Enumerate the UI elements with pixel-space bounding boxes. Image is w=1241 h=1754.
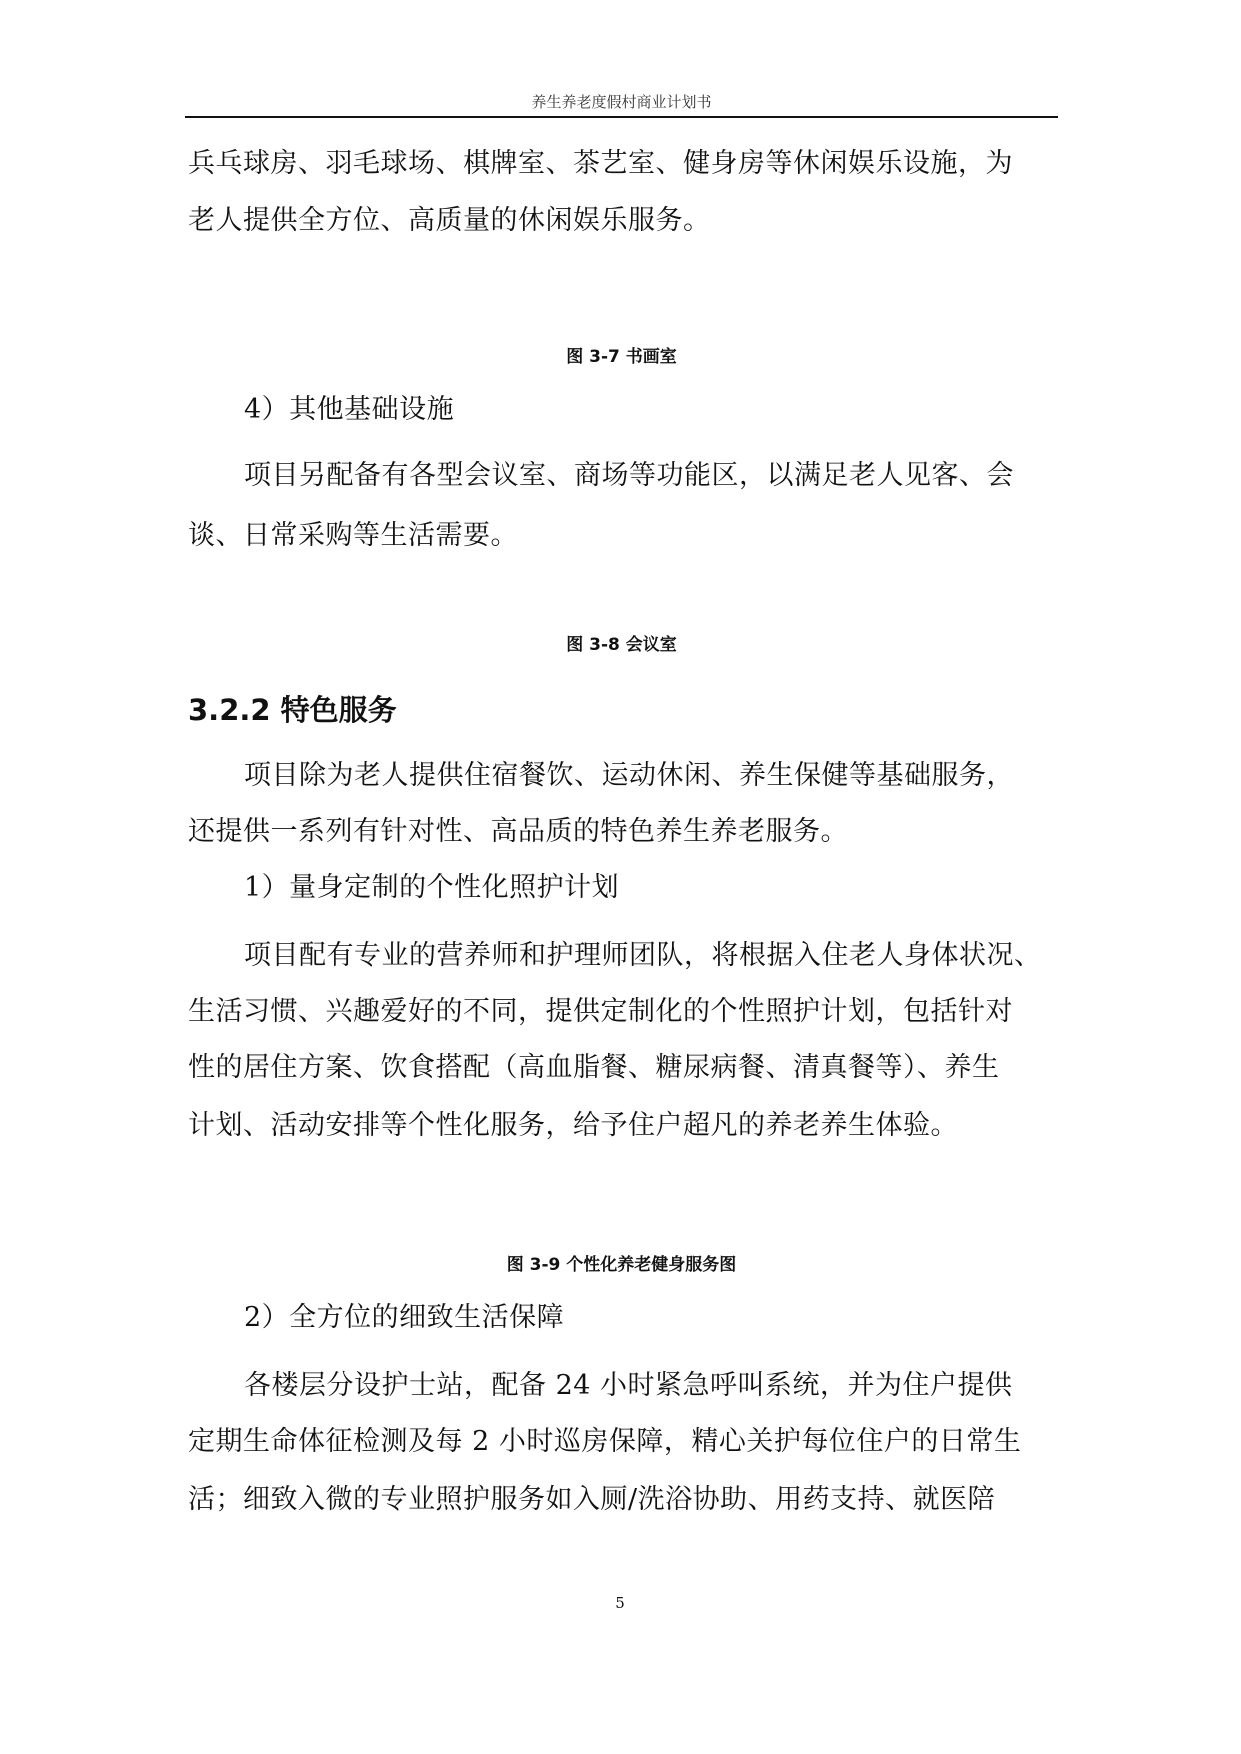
paragraph-line: 生活习惯、兴趣爱好的不同，提供定制化的个性照护计划，包括针对 — [188, 996, 1013, 1027]
paragraph-line: 还提供一系列有针对性、高品质的特色养生养老服务。 — [188, 816, 848, 847]
paragraph-line: 项目配有专业的营养师和护理师团队，将根据入住老人身体状况、 — [244, 940, 1042, 971]
paragraph-line: 兵乓球房、羽毛球场、棋牌室、茶艺室、健身房等休闲娱乐设施，为 — [188, 148, 1013, 179]
paragraph-line: 定期生命体征检测及每 2 小时巡房保障，精心关护每位住户的日常生 — [188, 1426, 1022, 1457]
paragraph-line: 项目另配备有各型会议室、商场等功能区，以满足老人见客、会 — [244, 460, 1014, 491]
paragraph-line: 各楼层分设护士站，配备 24 小时紧急呼叫系统，并为住户提供 — [244, 1370, 1013, 1401]
list-heading-4: 4）其他基础设施 — [244, 394, 455, 425]
list-heading-1: 1）量身定制的个性化照护计划 — [244, 872, 620, 903]
page-number: 5 — [615, 1594, 625, 1612]
paragraph-line: 活；细致入微的专业照护服务如入厕/洗浴协助、用药支持、就医陪 — [188, 1484, 996, 1515]
header-rule — [185, 116, 1058, 118]
figure-caption-3-7: 图 3-7 书画室 — [566, 347, 677, 367]
paragraph-line: 性的居住方案、饮食搭配（高血脂餐、糖尿病餐、清真餐等）、养生 — [188, 1052, 1000, 1083]
paragraph-line: 谈、日常采购等生活需要。 — [188, 520, 518, 551]
figure-caption-3-9: 图 3-9 个性化养老健身服务图 — [506, 1255, 737, 1275]
figure-caption-3-8: 图 3-8 会议室 — [566, 635, 677, 655]
paragraph-line: 老人提供全方位、高质量的休闲娱乐服务。 — [188, 205, 711, 236]
running-header: 养生养老度假村商业计划书 — [531, 93, 712, 111]
section-heading-3-2-2: 3.2.2 特色服务 — [188, 693, 397, 727]
list-heading-2: 2）全方位的细致生活保障 — [244, 1302, 565, 1333]
paragraph-line: 项目除为老人提供住宿餐饮、运动休闲、养生保健等基础服务， — [244, 760, 1014, 791]
paragraph-line: 计划、活动安排等个性化服务，给予住户超凡的养老养生体验。 — [188, 1110, 958, 1141]
